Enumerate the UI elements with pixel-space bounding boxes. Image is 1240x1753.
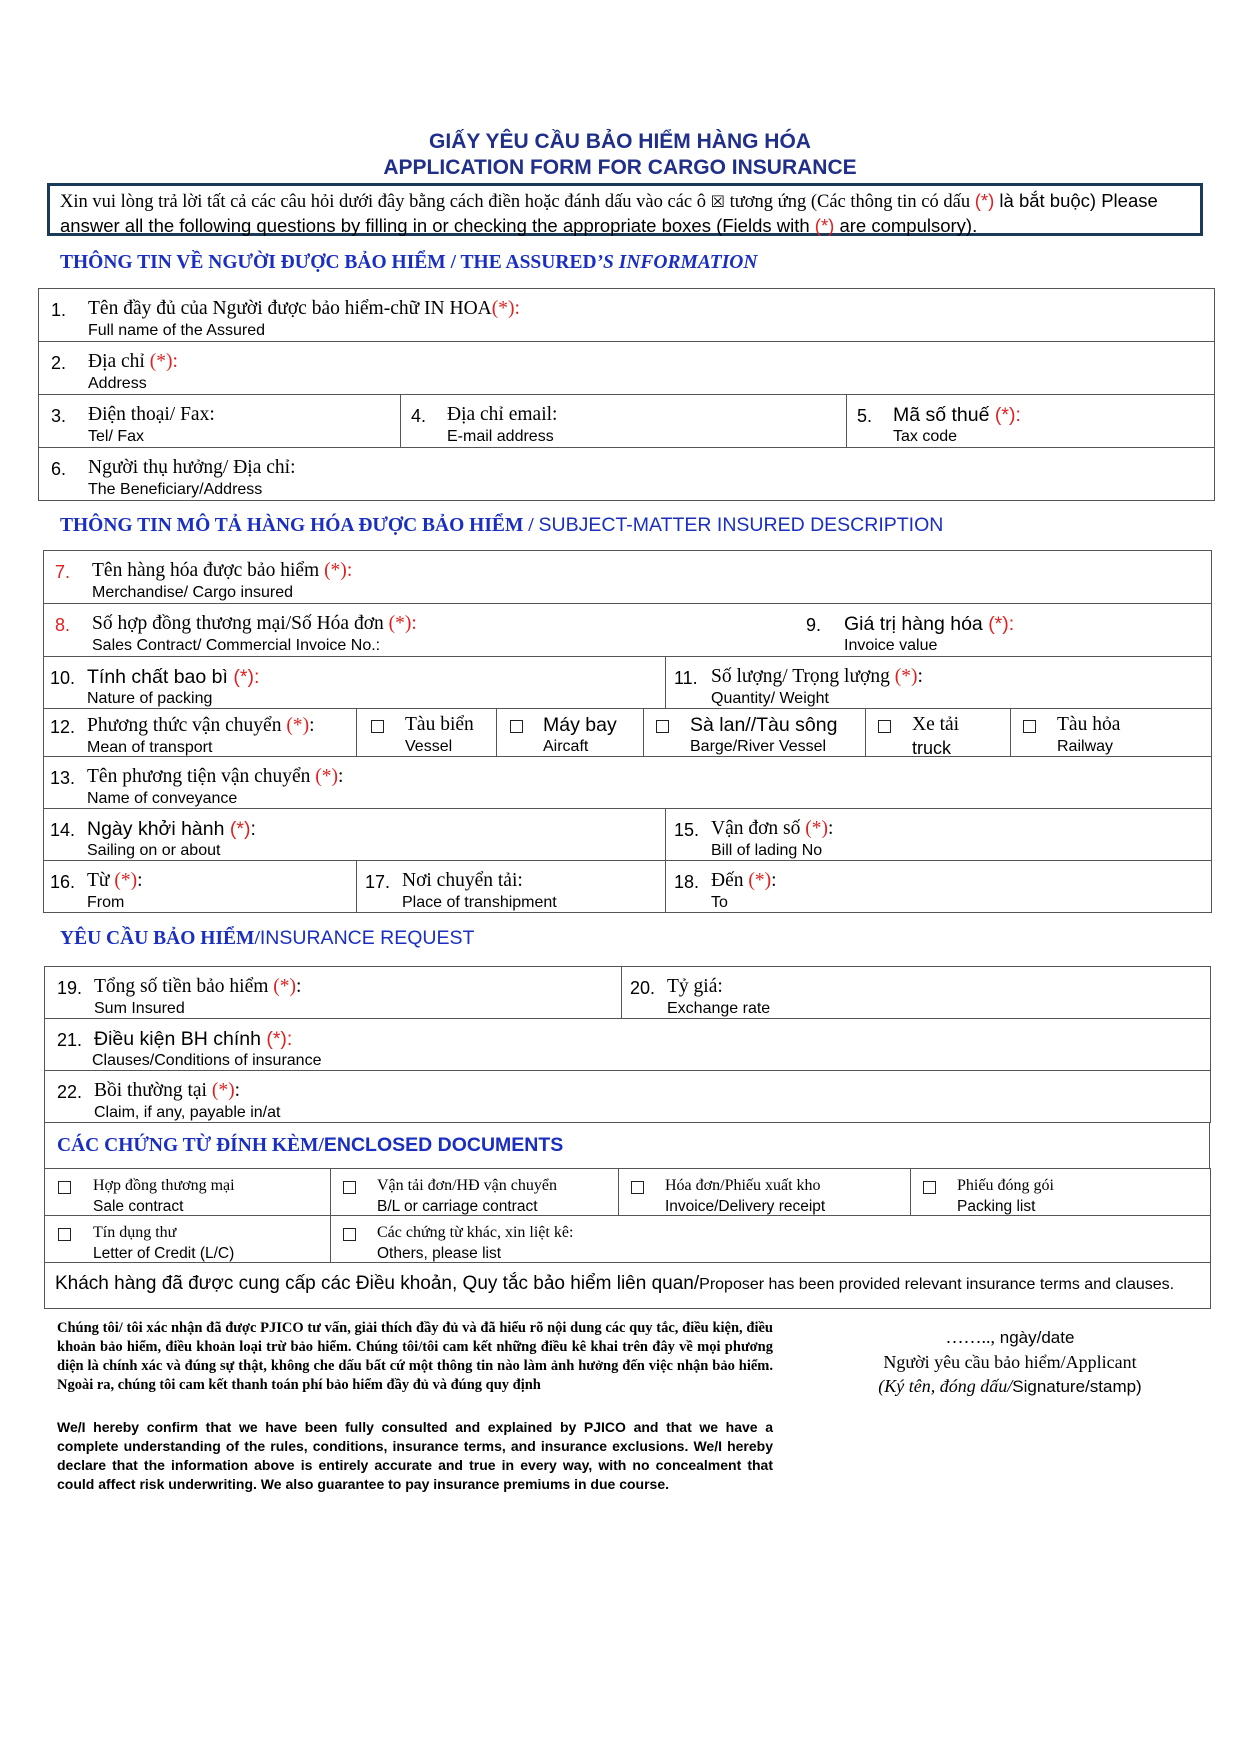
field-number: 14. — [50, 820, 76, 840]
field-label-en: Claim, if any, payable in/at — [94, 1104, 281, 1121]
field-3-tel-fax[interactable] — [39, 395, 401, 448]
field-22-claim-payable[interactable] — [45, 1071, 1211, 1123]
field-2-address[interactable] — [39, 342, 1215, 395]
field-label-vi: Bồi thường tại (*): — [94, 1080, 241, 1101]
field-13-conveyance[interactable] — [44, 757, 1212, 809]
option-label-en: Aircaft — [543, 738, 589, 755]
field-number: 20. — [630, 978, 656, 998]
required-mark: (*) — [814, 215, 835, 236]
option-label-en: truck — [912, 738, 952, 758]
transport-option-barge[interactable] — [644, 709, 866, 757]
section-request-vi: YÊU CẦU BẢO HIỂM/ — [60, 928, 260, 949]
document-sale-contract[interactable] — [45, 1169, 331, 1216]
checkbox-icon[interactable] — [1023, 720, 1036, 733]
field-9-label-vi: Giá trị hàng hóa (*): — [844, 613, 1015, 635]
provided-clause-row — [45, 1263, 1211, 1309]
field-19-sum-insured[interactable] — [45, 967, 622, 1019]
notice-vi-3: là bắt buộc) Please answer all the following questions by filling in or checking the appropriate boxes (Fields with — [60, 190, 1158, 236]
field-number: 22. — [57, 1082, 83, 1102]
document-others[interactable] — [331, 1216, 1211, 1263]
signature-applicant: Người yêu cầu bảo hiểm/Applicant — [883, 1352, 1137, 1372]
documents-table — [44, 1168, 1211, 1309]
field-label-vi: Vận đơn số (*): — [711, 818, 834, 839]
signature-date: …….., ngày/date — [945, 1327, 1075, 1347]
signature-block — [820, 1325, 1200, 1399]
field-label-en: Sailing on or about — [87, 842, 221, 859]
field-number: 16. — [50, 872, 76, 892]
field-label-en: Tel/ Fax — [88, 428, 145, 445]
field-label-vi: Điều kiện BH chính (*): — [94, 1028, 293, 1050]
checkbox-icon[interactable] — [58, 1228, 71, 1241]
field-12-transport-mode — [44, 709, 357, 757]
field-8-9-contract-invoice[interactable] — [44, 604, 1212, 657]
notice-en-4: are compulsory). — [834, 215, 978, 236]
declaration-en: We/I hereby confirm that we have been fully consulted and explained by PJICO and that we have a complete understanding of the rules, conditions, insurance terms, and insurance exclusions. We/I hereby declare that the information above is entirely accurate and true in every way, with no concealment that could affect risk underwriting. We also guarantee to pay insurance premiums in due course. — [57, 1419, 773, 1492]
field-number: 6. — [51, 459, 67, 479]
field-label-vi: Số hợp đồng thương mại/Số Hóa đơn (*): — [92, 613, 417, 634]
document-label-en: Letter of Credit (L/C) — [93, 1245, 235, 1262]
field-label-en: E-mail address — [447, 428, 554, 445]
checkbox-icon[interactable] — [656, 720, 669, 733]
field-label-en: Exchange rate — [667, 1000, 771, 1017]
field-label-en: Place of transhipment — [402, 894, 557, 911]
field-label-en: Tax code — [893, 428, 958, 445]
checkbox-icon[interactable] — [631, 1181, 644, 1194]
field-21-clauses[interactable] — [45, 1019, 1211, 1071]
field-20-exchange-rate[interactable] — [622, 967, 1211, 1019]
assured-table — [38, 288, 1215, 501]
document-packing-list[interactable] — [911, 1169, 1211, 1216]
document-invoice-delivery[interactable] — [619, 1169, 911, 1216]
field-number: 8. — [55, 615, 71, 635]
field-number: 21. — [57, 1030, 83, 1050]
field-10-packing[interactable] — [44, 657, 666, 709]
field-number: 3. — [51, 406, 67, 426]
checkbox-icon[interactable] — [371, 720, 384, 733]
field-label-en: Name of conveyance — [87, 790, 238, 807]
option-label-en: Railway — [1057, 738, 1114, 755]
field-number: 7. — [55, 562, 71, 582]
field-label-en: Mean of transport — [87, 739, 213, 756]
document-label-en: Others, please list — [377, 1245, 502, 1262]
field-15-bill-of-lading[interactable] — [666, 809, 1212, 861]
field-14-sailing-date[interactable] — [44, 809, 666, 861]
checkbox-icon[interactable] — [343, 1181, 356, 1194]
field-number: 19. — [57, 978, 83, 998]
subject-table — [43, 550, 1212, 913]
field-label-vi: Địa chỉ (*): — [88, 351, 178, 372]
field-6-beneficiary[interactable] — [39, 448, 1215, 501]
checkbox-icon[interactable] — [58, 1181, 71, 1194]
document-label-en: Invoice/Delivery receipt — [665, 1198, 826, 1215]
document-label-vi — [377, 1224, 573, 1242]
document-letter-of-credit[interactable] — [45, 1216, 331, 1263]
document-label-en: Packing list — [957, 1198, 1036, 1215]
option-label-vi: Tàu hỏa — [1057, 714, 1121, 735]
field-label-vi: Nơi chuyển tải: — [402, 870, 523, 891]
document-label-vi: Phiếu đóng gói — [957, 1177, 1054, 1194]
section-documents-heading — [57, 1134, 563, 1157]
notice-vi-2: tương ứng (Các thông tin có dấu — [724, 192, 975, 212]
field-label-vi: Phương thức vận chuyển (*): — [87, 715, 315, 736]
option-label-vi: Tàu biển — [405, 714, 474, 735]
document-label-vi: Hợp đồng thương mại — [93, 1177, 235, 1194]
section-documents-en: ENCLOSED DOCUMENTS — [323, 1134, 564, 1156]
field-4-email[interactable] — [401, 395, 847, 448]
title-en: APPLICATION FORM FOR CARGO INSURANCE — [383, 156, 857, 179]
transport-option-truck[interactable] — [866, 709, 1011, 757]
field-label-en: Clauses/Conditions of insurance — [92, 1052, 322, 1069]
field-number: 2. — [51, 353, 67, 373]
field-label-vi: Người thụ hưởng/ Địa chỉ: — [88, 457, 296, 478]
field-number: 11. — [674, 668, 698, 688]
field-number: 10. — [50, 668, 76, 688]
field-label-en: Sales Contract/ Commercial Invoice No.: — [92, 637, 381, 654]
provided-clause-text: Khách hàng đã được cung cấp các Điều khoản, Quy tắc bảo hiểm liên quan/Proposer has been provided relevant insurance terms and clauses. — [55, 1273, 1175, 1294]
section-subject-heading — [60, 514, 943, 537]
checkbox-example-icon: ☒ — [710, 192, 725, 211]
field-label-vi: Tổng số tiền bảo hiểm (*): — [94, 976, 302, 997]
field-label-vi: Mã số thuế (*): — [893, 404, 1021, 426]
section-documents-vi: CÁC CHỨNG TỪ ĐÍNH KÈM/ — [57, 1135, 324, 1156]
field-number: 12. — [50, 717, 76, 737]
document-bl-carriage[interactable] — [331, 1169, 619, 1216]
title-vi: GIẤY YÊU CẦU BẢO HIỂM HÀNG HÓA — [429, 130, 811, 153]
field-number: 17. — [365, 872, 391, 892]
section-assured-en: ’S INFORMATION — [596, 252, 758, 273]
field-9-label-en: Invoice value — [844, 637, 938, 654]
field-label-vi: Tính chất bao bì (*): — [87, 666, 260, 688]
field-number: 1. — [51, 300, 67, 320]
field-1-full-name[interactable] — [39, 289, 1215, 342]
request-table — [44, 966, 1211, 1123]
field-label-vi: Địa chỉ email: — [447, 404, 558, 425]
checkbox-icon[interactable] — [343, 1228, 356, 1241]
field-label-en: To — [711, 894, 728, 911]
field-label-vi: Số lượng/ Trọng lượng (*): — [711, 666, 923, 687]
section-subject-vi: THÔNG TIN MÔ TẢ HÀNG HÓA ĐƯỢC BẢO HIỂM / — [60, 515, 539, 536]
option-label-vi: Xe tải — [912, 714, 960, 735]
option-label-vi: Sà lan//Tàu sông — [690, 714, 838, 736]
transport-option-aircraft[interactable] — [497, 709, 644, 757]
field-label-vi: Tên hàng hóa được bảo hiểm (*): — [92, 560, 353, 581]
notice-vi-1: Xin vui lòng trả lời tất cả các câu hỏi dưới đây bằng cách điền hoặc đánh dấu vào các ô — [60, 192, 711, 212]
checkbox-icon[interactable] — [510, 720, 523, 733]
section-request-heading — [60, 927, 474, 950]
signature-instruction: (Ký tên, đóng dấu/Signature/stamp) — [878, 1376, 1142, 1396]
field-label-vi: Điện thoại/ Fax: — [88, 404, 215, 425]
field-label-en: Address — [88, 375, 147, 392]
field-number: 13. — [50, 768, 76, 788]
instructions-box — [47, 183, 1203, 236]
field-label-en: From — [87, 894, 125, 911]
section-assured-vi: THÔNG TIN VỀ NGƯỜI ĐƯỢC BẢO HIỂM / THE ASSURED — [60, 252, 597, 273]
checkbox-icon[interactable] — [923, 1181, 936, 1194]
field-18-to[interactable] — [666, 861, 1212, 913]
option-label-vi: Máy bay — [543, 714, 617, 736]
field-number: 4. — [411, 406, 427, 426]
field-label-en: Merchandise/ Cargo insured — [92, 584, 293, 601]
document-label-en: B/L or carriage contract — [377, 1198, 538, 1215]
field-label-en: The Beneficiary/Address — [88, 481, 263, 498]
field-5-tax-code[interactable] — [847, 395, 1215, 448]
field-label-vi: Tên phương tiện vận chuyển (*): — [87, 766, 344, 787]
field-number: 18. — [674, 872, 700, 892]
field-11-quantity[interactable] — [666, 657, 1212, 709]
checkbox-icon[interactable] — [878, 720, 891, 733]
transport-option-railway[interactable] — [1011, 709, 1212, 757]
section-request-en: INSURANCE REQUEST — [259, 927, 475, 949]
option-label-en: Barge/River Vessel — [690, 738, 827, 755]
field-label-vi: Ngày khởi hành (*): — [87, 818, 256, 840]
field-label-en: Nature of packing — [87, 690, 213, 707]
declaration-vi: Chúng tôi/ tôi xác nhận đã được PJICO tư vấn, giải thích đầy đủ và đã hiểu rõ nội dung các quy tắc, điều kiện, điều khoản bảo hiểm, điều khoản loại trừ bảo hiểm. Chúng tôi/tôi cam kết những điều kê khai trên đây về mọi phương diện là chính xác và đúng sự thật, không che dấu bất cứ một thông tin nào làm ảnh hưởng đến việc nhận bảo hiểm. Ngoài ra, chúng tôi cam kết thanh toán phí bảo hiểm đầy đủ và đúng quy định — [57, 1320, 773, 1393]
required-mark: (*) — [974, 190, 995, 211]
document-label-vi-text: Các chứng từ khác, xin liệt kê: — [377, 1224, 574, 1241]
field-number: 15. — [674, 820, 700, 840]
field-number: 5. — [857, 406, 873, 426]
section-subject-en: SUBJECT-MATTER INSURED DESCRIPTION — [538, 514, 944, 536]
transport-option-vessel[interactable] — [357, 709, 497, 757]
option-label-en: Vessel — [405, 738, 453, 755]
field-label-en: Full name of the Assured — [88, 322, 265, 339]
field-16-from[interactable] — [44, 861, 357, 913]
document-label-vi: Vận tải đơn/HĐ vận chuyển — [377, 1177, 557, 1194]
section-assured-heading — [60, 251, 757, 274]
field-label-en: Quantity/ Weight — [711, 690, 829, 707]
document-label-vi: Hóa đơn/Phiếu xuất kho — [665, 1177, 821, 1194]
field-label-vi: Đến (*): — [711, 870, 777, 891]
field-label-en: Bill of lading No — [711, 842, 823, 859]
field-17-transhipment[interactable] — [357, 861, 666, 913]
document-label-en: Sale contract — [93, 1198, 184, 1215]
field-number: 9. — [806, 615, 822, 635]
field-label-vi: Từ (*): — [87, 870, 143, 891]
document-label-vi: Tín dụng thư — [93, 1224, 177, 1241]
field-label-vi: Tên đầy đủ của Người được bảo hiểm-chữ IN HOA(*): — [88, 298, 520, 319]
field-7-merchandise[interactable] — [44, 551, 1212, 604]
field-label-vi: Tỷ giá: — [667, 976, 723, 997]
field-label-en: Sum Insured — [94, 1000, 185, 1017]
